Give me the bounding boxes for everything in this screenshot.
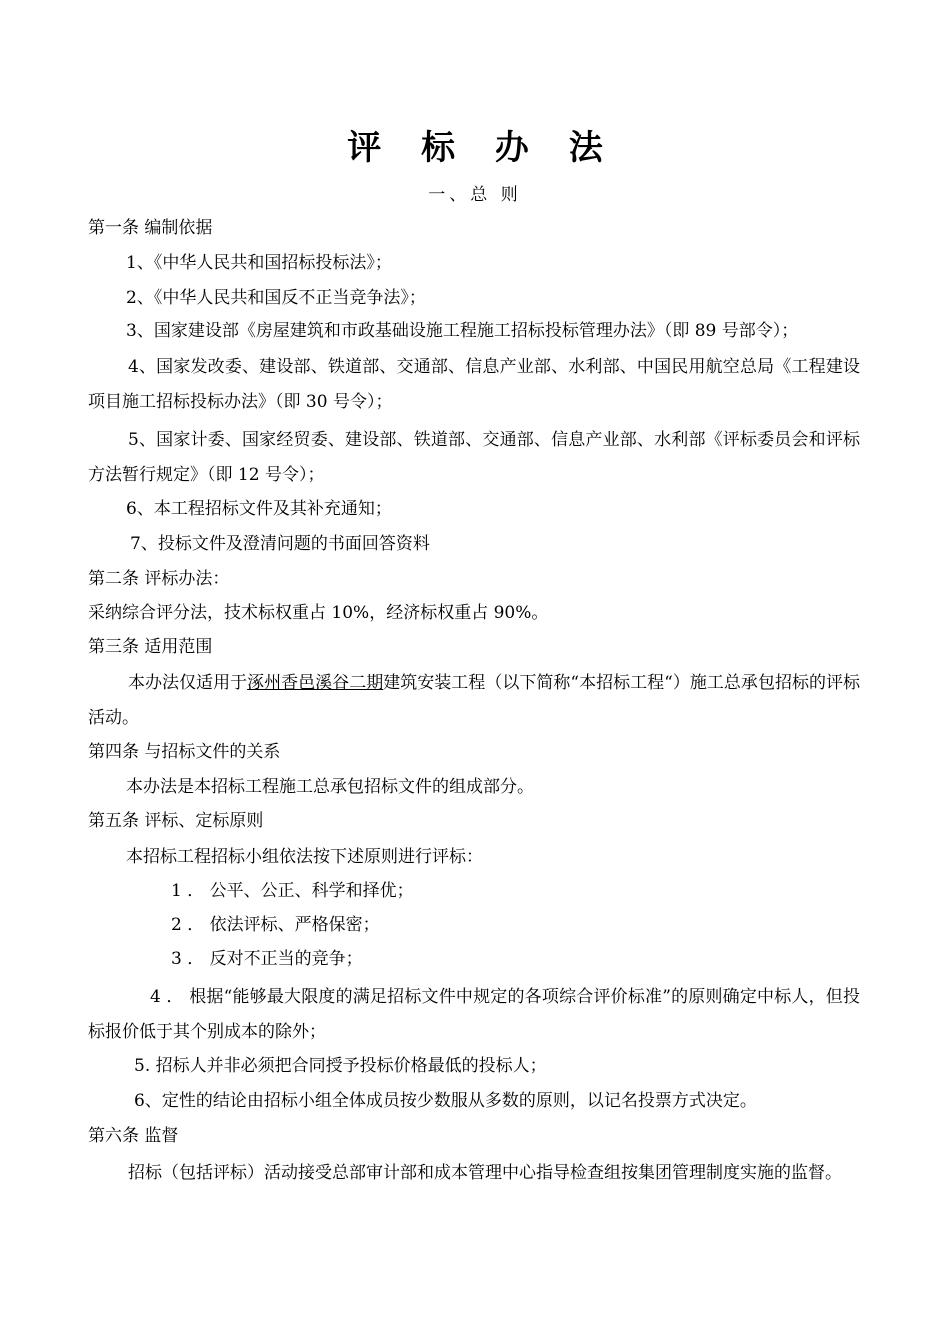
article-1-item: 6、本工程招标文件及其补充通知； xyxy=(126,499,392,519)
article-4-heading: 第四条 与招标文件的关系 xyxy=(88,742,281,762)
article-4-body: 本办法是本招标工程施工总承包招标文件的组成部分。 xyxy=(126,777,534,797)
article-2-body: 采纳综合评分法，技术标权重占 10%，经济标权重占 90%。 xyxy=(88,603,549,623)
article-3-body-start: 本办法仅适用于 xyxy=(128,673,248,693)
article-6-body: 招标（包括评标）活动接受总部审计部和成本管理中心指导检查组按集团管理制度实施的监督。 xyxy=(128,1163,842,1183)
article-5-item: 3 ． 反对不正当的竞争； xyxy=(171,949,363,969)
article-1-item: 1、《中华人民共和国招标投标法》； xyxy=(126,253,392,273)
article-1-item: 5、国家计委、国家经贸委、建设部、铁道部、交通部、信息产业部、水利部《评标委员会和评标方法暂行规定》（即 12 号令）； xyxy=(88,430,860,485)
article-3-body xyxy=(88,666,860,736)
article-5-item: 5. 招标人并非必须把合同授予投标价格最低的投标人； xyxy=(134,1056,547,1076)
article-5-heading: 第五条 评标、定标原则 xyxy=(88,811,264,831)
article-1-item: 7、投标文件及澄清问题的书面回答资料 xyxy=(130,534,430,554)
article-5-item: 6、定性的结论由招标小组全体成员按少数服从多数的原则，以记名投票方式决定。 xyxy=(134,1091,757,1111)
article-3-body-end: 建筑安装工程（以下简称“本招标工程“）施工总承包招标的评标活动。 xyxy=(88,673,861,728)
article-5-item: 2 ． 依法评标、严格保密； xyxy=(171,915,380,935)
project-name: 涿州香邑溪谷二期 xyxy=(247,673,384,693)
article-6-heading: 第六条 监督 xyxy=(88,1126,179,1146)
section-heading: 一、总 则 xyxy=(428,185,522,205)
article-1-item: 4、国家发改委、建设部、铁道部、交通部、信息产业部、水利部、中国民用航空总局《工程建设项目施工招标投标办法》（即 30 号令）； xyxy=(88,357,860,412)
article-2-heading: 第二条 评标办法： xyxy=(88,569,230,589)
article-5-item: 1 ． 公平、公正、科学和择优； xyxy=(171,881,414,901)
document-title: 评 标 办 法 xyxy=(347,128,617,168)
article-5-item: 4 ． 根据“能够最大限度的满足招标文件中规定的各项综合评价标准”的原则确定中标人，但投标报价低于其个别成本的除外； xyxy=(88,987,860,1042)
article-1-heading: 第一条 编制依据 xyxy=(88,218,213,238)
article-1-item: 2、《中华人民共和国反不正当竞争法》； xyxy=(126,288,426,308)
article-1-item: 3、国家建设部《房屋建筑和市政基础设施工程施工招标投标管理办法》（即 89 号部令）； xyxy=(126,321,799,341)
article-3-heading: 第三条 适用范围 xyxy=(88,637,213,657)
article-5-intro: 本招标工程招标小组依法按下述原则进行评标： xyxy=(126,847,483,867)
